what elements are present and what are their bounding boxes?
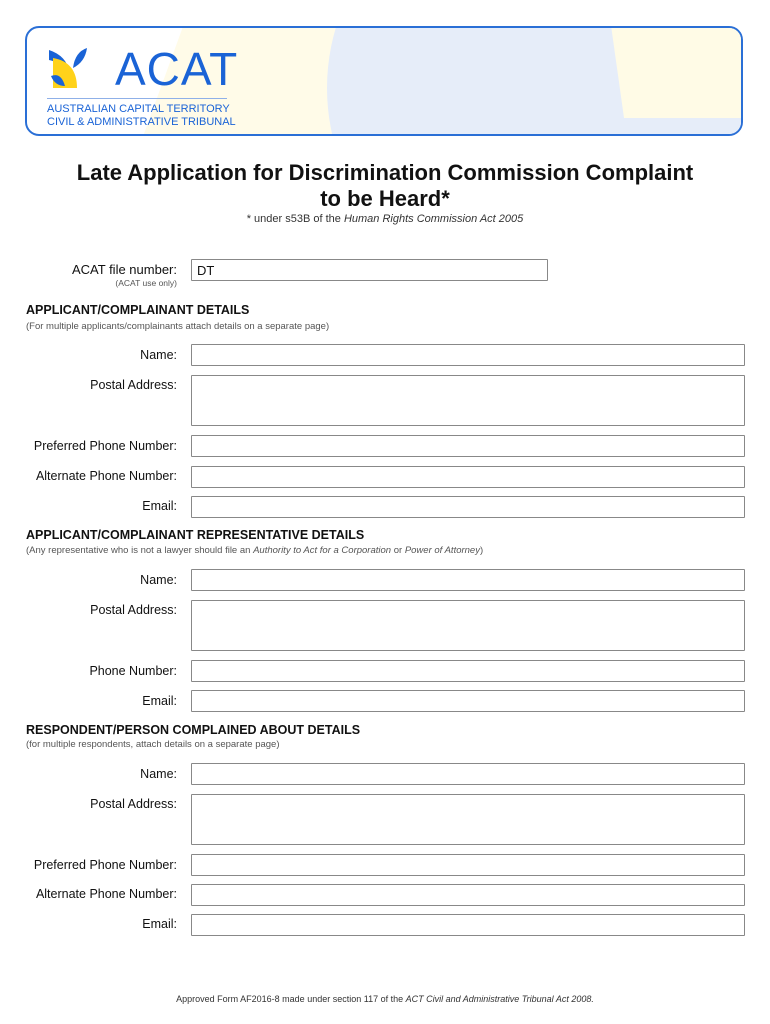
respondent-name-input[interactable] xyxy=(191,763,745,785)
logo-divider xyxy=(47,98,227,99)
applicant-phone1-label: Preferred Phone Number: xyxy=(33,439,177,453)
footer-note: Approved Form AF2016-8 made under section 117 of the ACT Civil and Administrative Tribunal Act 2008. xyxy=(176,994,594,1004)
applicant-name-label: Name: xyxy=(140,348,177,362)
representative-postal-label: Postal Address: xyxy=(90,603,177,617)
respondent-email-input[interactable] xyxy=(191,914,745,936)
applicant-postal-input[interactable] xyxy=(191,375,745,426)
representative-email-label: Email: xyxy=(142,694,177,708)
representative-name-input[interactable] xyxy=(191,569,745,591)
file-number-input[interactable]: DT xyxy=(191,259,548,281)
respondent-phone2-label: Alternate Phone Number: xyxy=(35,887,177,901)
applicant-phone2-label: Alternate Phone Number: xyxy=(35,469,177,483)
respondent-postal-input[interactable] xyxy=(191,794,745,845)
respondent-phone1-input[interactable] xyxy=(191,854,745,876)
representative-email-input[interactable] xyxy=(191,690,745,712)
respondent-phone2-input[interactable] xyxy=(191,884,745,906)
logo-subtitle-line2: CIVIL & ADMINISTRATIVE TRIBUNAL xyxy=(47,116,236,128)
page-subtitle xyxy=(0,213,770,225)
respondent-phone1-label: Preferred Phone Number: xyxy=(33,858,177,872)
applicant-postal-label: Postal Address: xyxy=(90,378,177,392)
title-line1: Late Application for Discrimination Commission Complaint xyxy=(76,160,694,185)
applicant-phone1-input[interactable] xyxy=(191,435,745,457)
file-number-note: (ACAT use only) xyxy=(115,278,177,288)
banner-decoration xyxy=(610,26,743,118)
respondent-note: (for multiple respondents, attach details on a separate page) xyxy=(26,739,280,750)
respondent-heading: RESPONDENT/PERSON COMPLAINED ABOUT DETAILS xyxy=(26,723,361,737)
file-number-label: ACAT file number: xyxy=(71,262,177,277)
respondent-name-label: Name: xyxy=(140,767,177,781)
logo-subtitle-line1: AUSTRALIAN CAPITAL TERRITORY xyxy=(47,103,230,115)
representative-phone-input[interactable] xyxy=(191,660,745,682)
representative-postal-input[interactable] xyxy=(191,600,745,651)
subtitle-text: * under s53B of the xyxy=(246,213,344,225)
applicant-heading: APPLICANT/COMPLAINANT DETAILS xyxy=(26,303,250,317)
subtitle-act: Human Rights Commission Act 2005 xyxy=(343,213,524,225)
leaf-logo-icon xyxy=(47,46,93,90)
representative-note: (Any representative who is not a lawyer should file an Authority to Act for a Corporation or Power of Attorney) xyxy=(26,545,484,556)
logo-subtitle xyxy=(47,103,236,129)
applicant-note: (For multiple applicants/complainants attach details on a separate page) xyxy=(26,321,330,332)
respondent-email-label: Email: xyxy=(142,917,177,931)
applicant-phone2-input[interactable] xyxy=(191,466,745,488)
title-line2: to be Heard* xyxy=(320,186,450,211)
applicant-email-label: Email: xyxy=(142,499,177,513)
respondent-postal-label: Postal Address: xyxy=(90,797,177,811)
header-banner xyxy=(25,26,743,136)
applicant-email-input[interactable] xyxy=(191,496,745,518)
logo-wordmark: ACAT xyxy=(115,43,239,95)
representative-phone-label: Phone Number: xyxy=(89,664,177,678)
page-title xyxy=(0,160,770,212)
applicant-name-input[interactable] xyxy=(191,344,745,366)
representative-heading: APPLICANT/COMPLAINANT REPRESENTATIVE DETAILS xyxy=(26,528,365,542)
representative-name-label: Name: xyxy=(140,573,177,587)
acat-logo xyxy=(47,43,239,128)
